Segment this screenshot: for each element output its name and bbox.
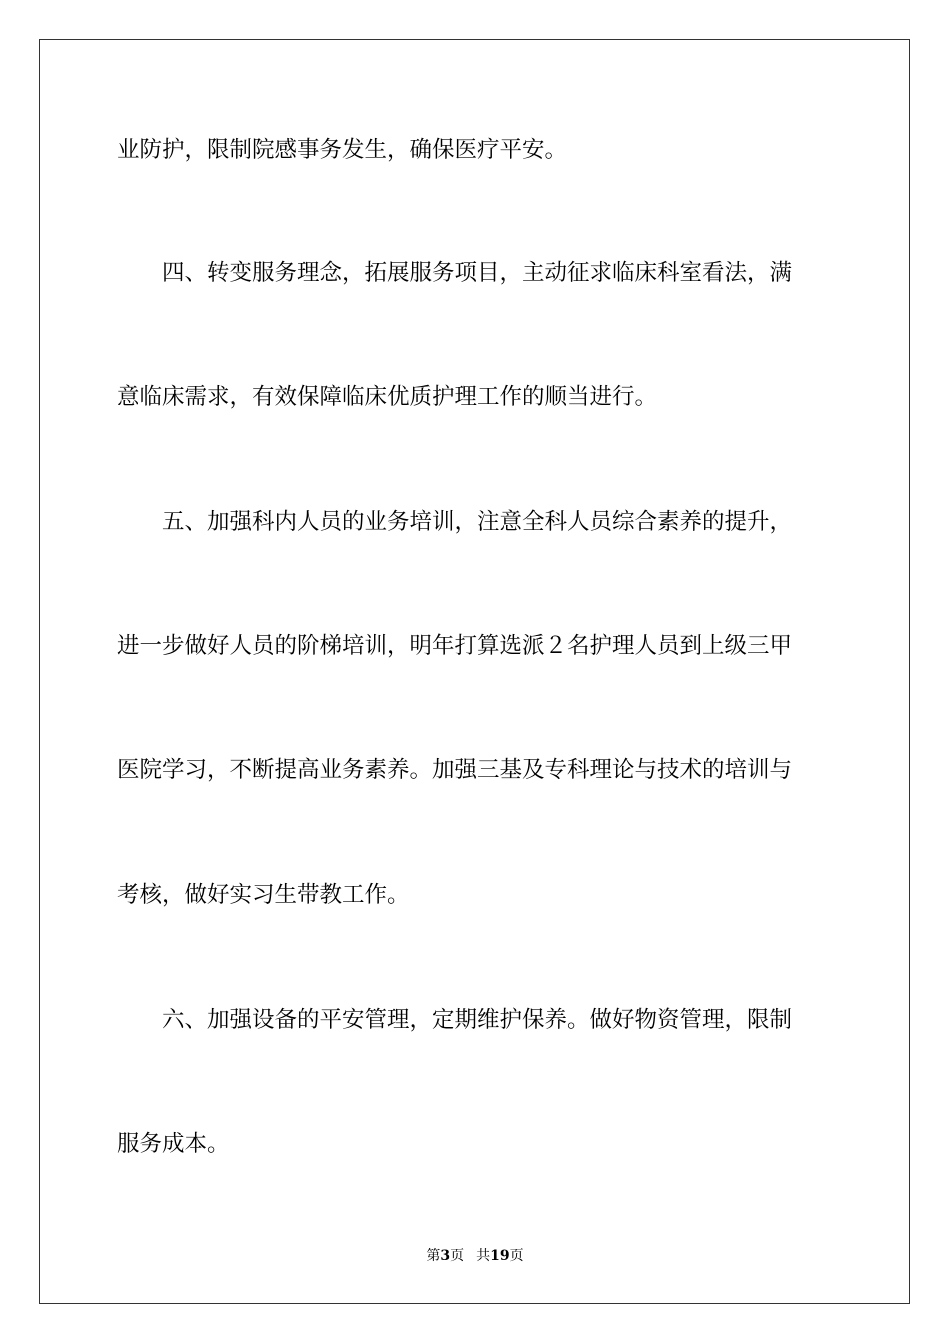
body-line-7: 考核，做好实习生带教工作。 bbox=[117, 882, 410, 908]
body-line-8: 六、加强设备的平安管理，定期维护保养。做好物资管理，限制 bbox=[117, 1007, 793, 1033]
page-footer bbox=[0, 1247, 950, 1265]
page-border bbox=[39, 39, 910, 1304]
body-line-9: 服务成本。 bbox=[117, 1131, 230, 1157]
footer-total-prefix: 共 bbox=[476, 1248, 491, 1264]
footer-total-pages: 19 bbox=[490, 1248, 510, 1264]
body-line-4: 五、加强科内人员的业务培训，注意全科人员综合素养的提升， bbox=[117, 509, 793, 535]
footer-page-prefix: 第 bbox=[426, 1248, 441, 1264]
body-line-6: 医院学习，不断提高业务素养。加强三基及专科理论与技术的培训与 bbox=[117, 757, 793, 783]
footer-total-suffix: 页 bbox=[509, 1248, 524, 1264]
footer-page-suffix: 页 bbox=[450, 1248, 465, 1264]
body-line-5: 进一步做好人员的阶梯培训，明年打算选派２名护理人员到上级三甲 bbox=[117, 633, 793, 659]
footer-page-number: 3 bbox=[440, 1248, 451, 1264]
body-line-2: 四、转变服务理念，拓展服务项目，主动征求临床科室看法，满 bbox=[117, 260, 793, 286]
body-line-1: 业防护，限制院感事务发生，确保医疗平安。 bbox=[117, 137, 568, 163]
body-line-3: 意临床需求，有效保障临床优质护理工作的顺当进行。 bbox=[117, 384, 658, 410]
